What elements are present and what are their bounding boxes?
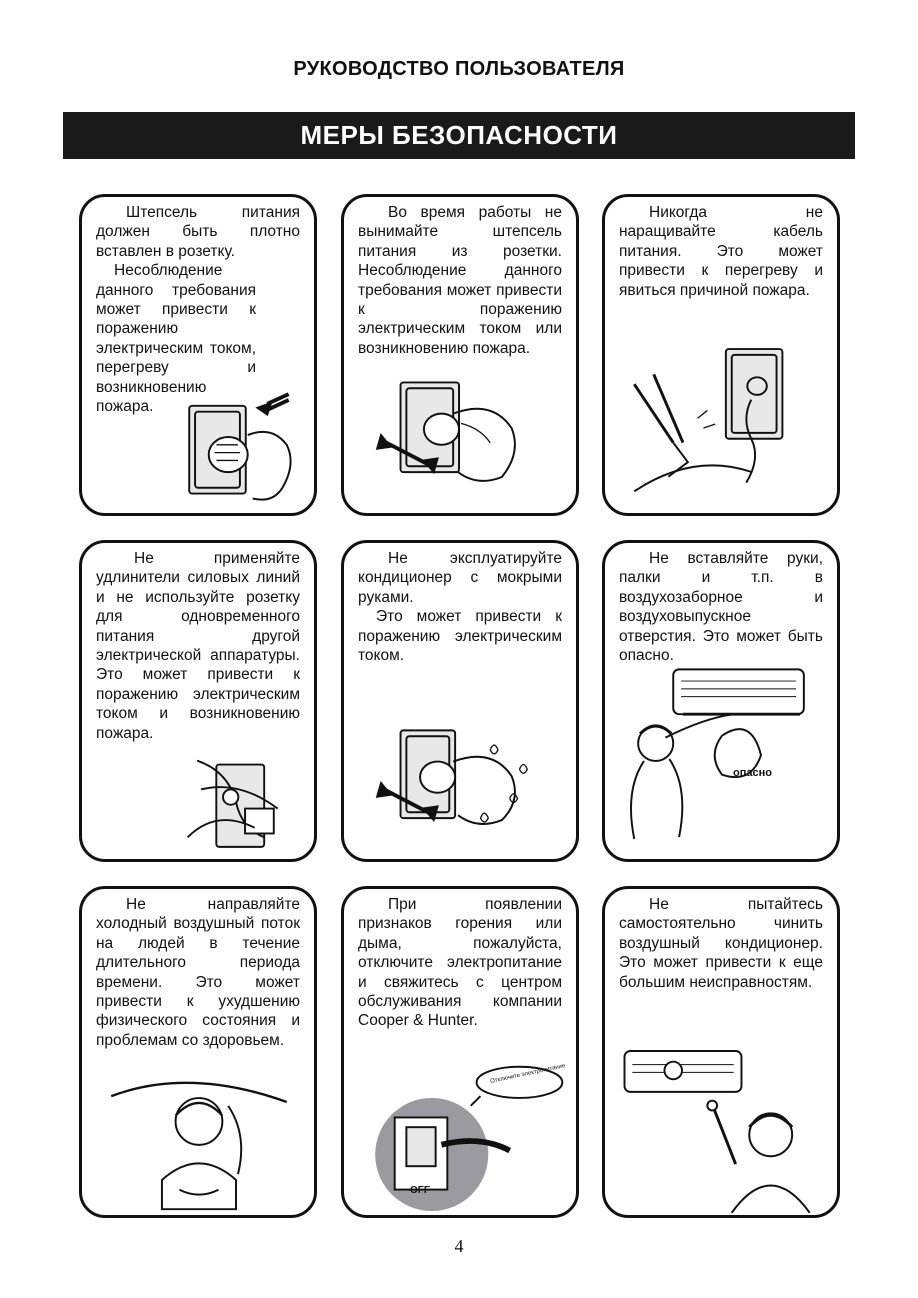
card-text [344, 895, 576, 1031]
page-number: 4 [454, 1236, 464, 1256]
reaching-into-unit-icon [605, 663, 837, 859]
safety-card-no-extension [602, 194, 840, 516]
extension-cord-icon [178, 739, 314, 859]
power-switch-icon [344, 1055, 576, 1215]
safety-card-no-self-repair [602, 886, 840, 1218]
document-title: РУКОВОДСТВО ПОЛЬЗОВАТЕЛЯ [293, 58, 625, 80]
card-paragraph: Не пытайтесь самостоятельно чинить воздушный кондиционер. Это может привести к еще большим неисправностям. [619, 896, 823, 991]
pulling-plug-icon [344, 363, 576, 513]
section-title: МЕРЫ БЕЗОПАСНОСТИ [300, 120, 618, 150]
card-text [344, 549, 576, 665]
card-paragraph: Не эксплуатируйте кондиционер с мокрыми руками. [358, 550, 562, 606]
card-text [605, 895, 837, 992]
card-text [605, 549, 837, 665]
cold-airflow-person-icon [82, 1065, 314, 1215]
card-paragraph: Несоблюдение данного требования может привести к поражению электрическим током, перегреву и возникновению пожара. [96, 262, 256, 416]
card-text [605, 203, 837, 300]
plug-into-socket-icon [82, 363, 314, 513]
power-off-bubble-label: Отключите электропитание [489, 1063, 566, 1085]
card-paragraph: Это может привести к поражению электрическим током. [358, 608, 562, 665]
card-paragraph: Во время работы не вынимайте штепсель питания из розетки. Несоблюдение данного требования может привести к поражению электрическим током или возникновению пожара. [358, 204, 562, 357]
safety-card-plug-insert [79, 194, 317, 516]
card-paragraph: Не применяйте удлинители силовых линий и не используйте розетку для одновременного питания другой электрической аппаратуры. Это может привести к поражению электрическим током и возникновению пожара. [96, 550, 300, 742]
section-title-band [63, 112, 855, 159]
safety-card-no-objects [602, 540, 840, 862]
safety-card-cold-airflow [79, 886, 317, 1218]
card-paragraph: При появлении признаков горения или дыма, пожалуйста, отключите электропитание и свяжитесь с центром обслуживания компании Cooper & Hunter. [358, 896, 562, 1030]
card-text [82, 895, 314, 1050]
safety-card-smoke [341, 886, 579, 1218]
safety-card-no-multi-socket [79, 540, 317, 862]
wet-hands-icon [344, 709, 576, 859]
danger-bubble-label: опасно [733, 767, 772, 779]
card-text [82, 549, 314, 743]
card-paragraph: Не вставляйте руки, палки и т.п. в воздухозаборное и воздуховыпускное отверстия. Это может быть опасно. [619, 550, 823, 665]
card-text [344, 203, 576, 358]
card-paragraph: Никогда не наращивайте кабель питания. Это может привести к перегреву и явиться причиной пожара. [619, 204, 823, 299]
safety-card-wet-hands [341, 540, 579, 862]
safety-card-no-unplug [341, 194, 579, 516]
self-repair-icon [605, 1039, 837, 1215]
cutting-cable-icon [605, 343, 837, 513]
card-paragraph: Штепсель питания должен быть плотно вставлен в розетку. [96, 204, 300, 260]
switch-off-label: OFF [410, 1185, 430, 1196]
card-paragraph: Не направляйте холодный воздушный поток на людей в течение длительного периода времени. Это может привести к ухудшению физического состояния и проблемам со здоровьем. [96, 896, 300, 1049]
